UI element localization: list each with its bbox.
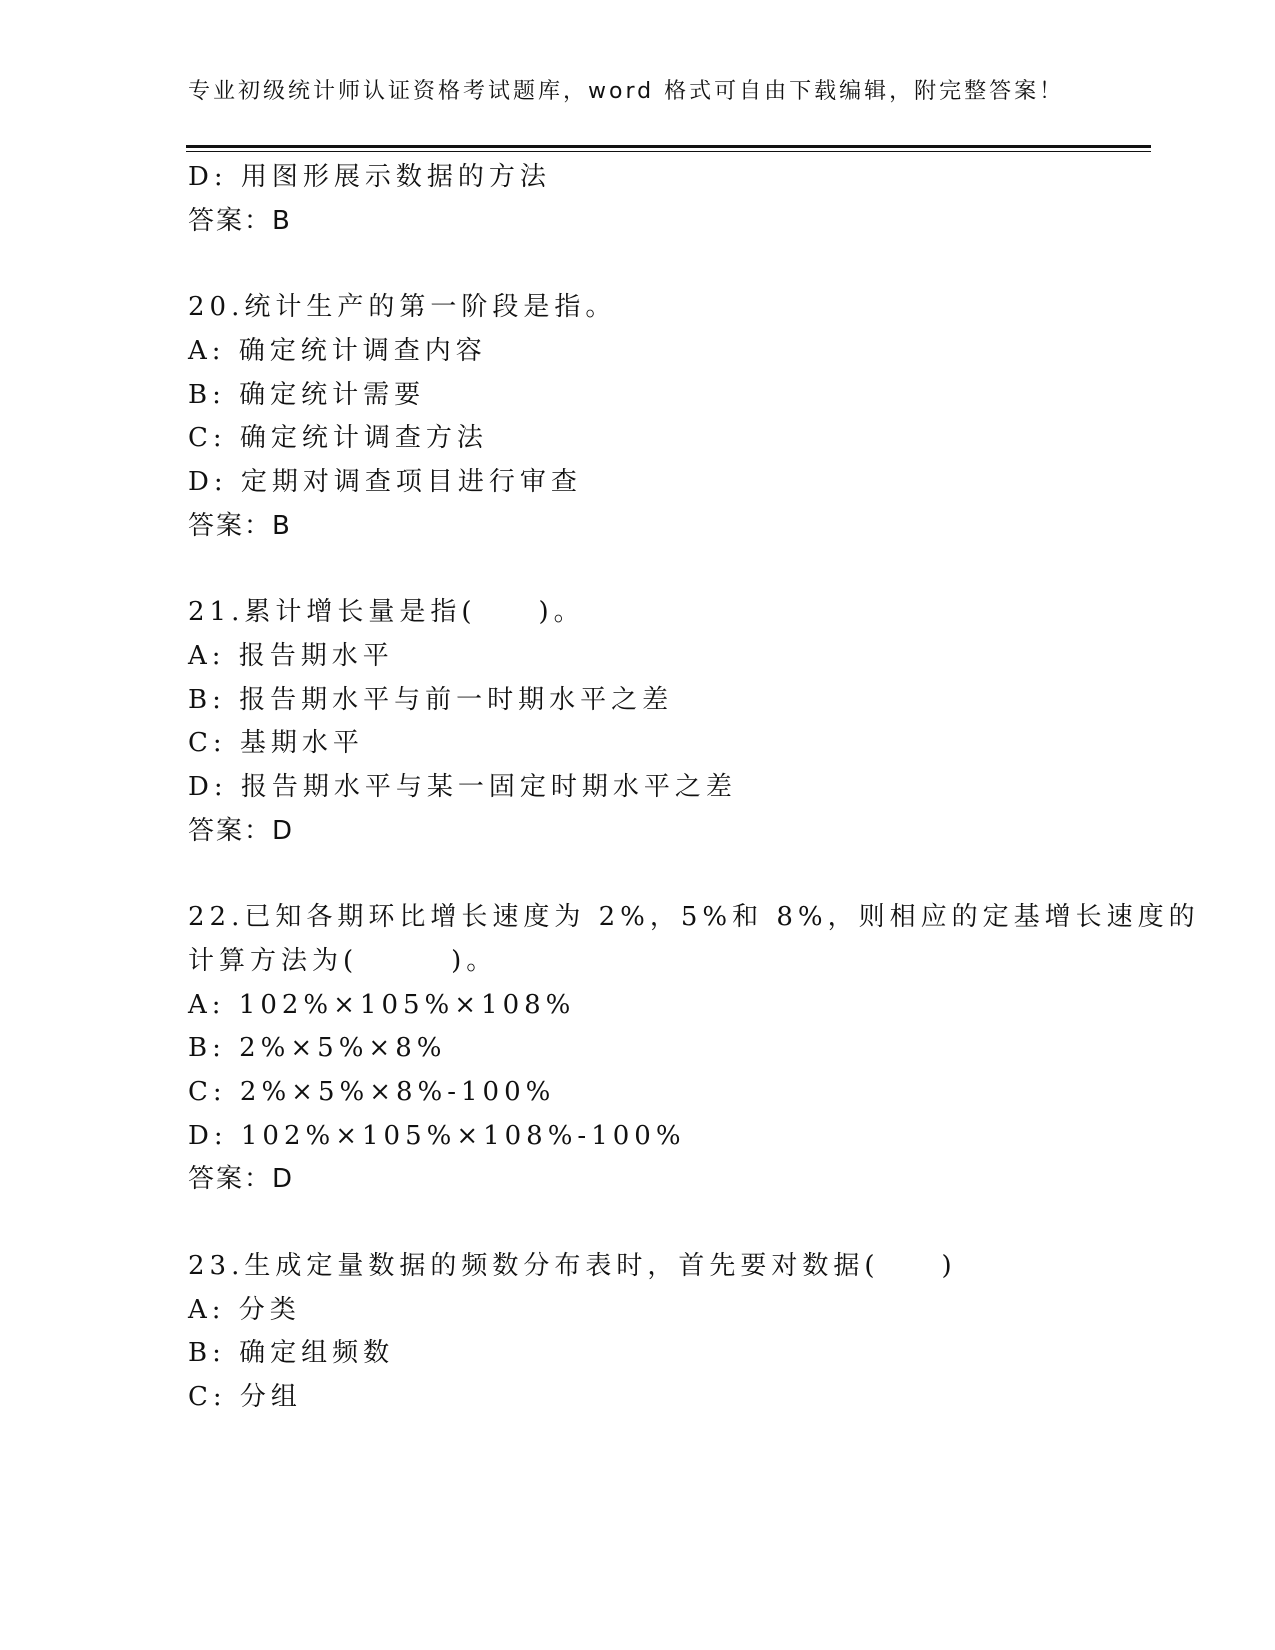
option-c: C: 基期水平 (188, 728, 364, 758)
answer: 答案：B (188, 206, 292, 236)
option-b: B: 2%×5%×8% (188, 1033, 447, 1063)
option-d: D: 用图形展示数据的方法 (188, 162, 551, 192)
question-stem: 22.已知各期环比增长速度为 2%，5%和 8%，则相应的定基增长速度的 (188, 902, 1200, 932)
option-d: D: 报告期水平与某一固定时期水平之差 (188, 772, 737, 802)
option-a: A: 102%×105%×108% (188, 990, 576, 1020)
option-d: D: 定期对调查项目进行审查 (188, 467, 582, 497)
option-c: C: 确定统计调查方法 (188, 423, 488, 453)
answer: 答案：D (188, 816, 295, 846)
option-c: C: 分组 (188, 1382, 302, 1412)
option-a: A: 分类 (188, 1295, 301, 1325)
option-b: B: 确定统计需要 (188, 380, 426, 410)
option-a: A: 确定统计调查内容 (188, 336, 487, 366)
option-d: D: 102%×105%×108%-100% (188, 1121, 686, 1151)
option-b: B: 报告期水平与前一时期水平之差 (188, 685, 674, 715)
header-rule-thick (186, 145, 1151, 148)
option-a: A: 报告期水平 (188, 641, 394, 671)
document-header: 专业初级统计师认证资格考试题库，word 格式可自由下载编辑，附完整答案！ (188, 79, 1065, 104)
header-rule-thin (186, 151, 1151, 152)
question-stem-continued: 计算方法为( )。 (188, 946, 498, 976)
question-stem: 23.生成定量数据的频数分布表时，首先要对数据( ) (188, 1251, 957, 1281)
answer: 答案：D (188, 1164, 295, 1194)
question-stem: 21.累计增长量是指( )。 (188, 597, 585, 627)
answer: 答案：B (188, 511, 292, 541)
question-stem: 20.统计生产的第一阶段是指。 (188, 292, 617, 322)
option-c: C: 2%×5%×8%-100% (188, 1077, 556, 1107)
option-b: B: 确定组频数 (188, 1338, 395, 1368)
